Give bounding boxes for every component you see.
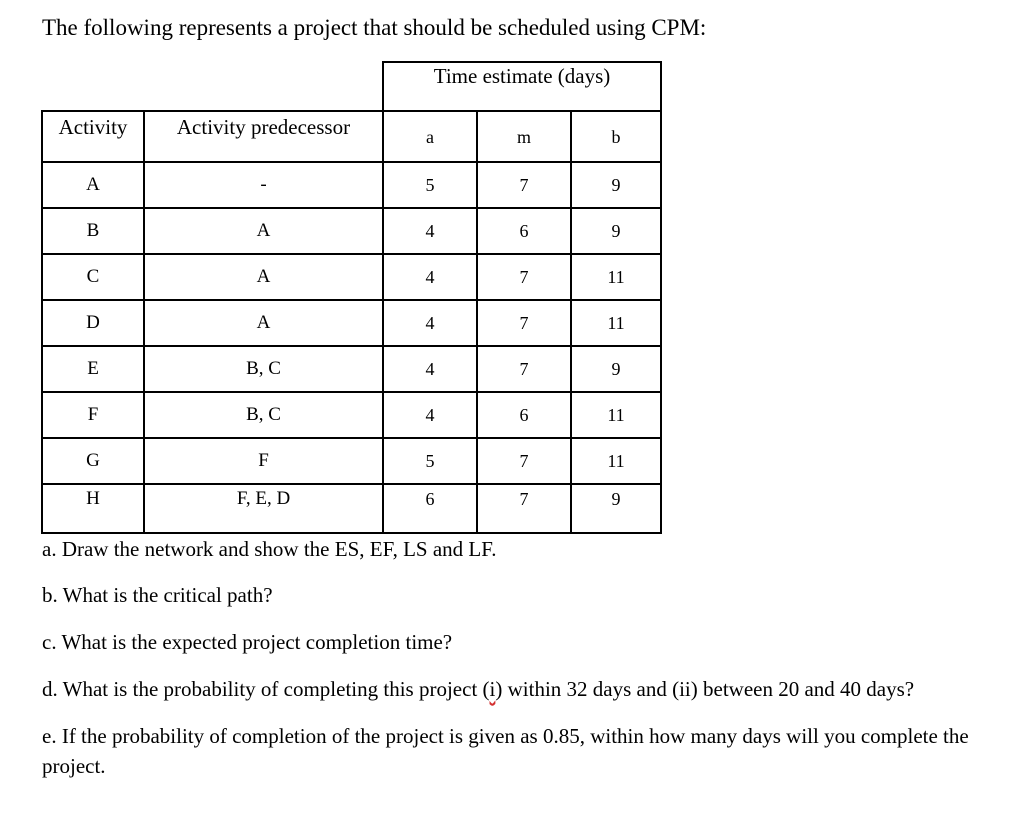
activity-cell: C: [42, 254, 144, 300]
intro-text: The following represents a project that should be scheduled using CPM:: [42, 15, 707, 40]
m-cell: 7: [477, 346, 571, 392]
a-cell: 5: [383, 438, 477, 484]
question-c: c. What is the expected project completion time?: [42, 630, 453, 654]
predecessor-cell: -: [144, 162, 383, 208]
b-cell: 9: [571, 162, 661, 208]
b-cell: 9: [571, 346, 661, 392]
question-d-end: ) within 32 days and (ii) between 20 and 40 days?: [495, 677, 915, 701]
table-row: [42, 254, 661, 300]
activity-cell: B: [42, 208, 144, 254]
a-cell: 6: [383, 484, 477, 533]
table-row: [42, 392, 661, 438]
activity-cell: H: [42, 484, 144, 533]
table-row: [42, 346, 661, 392]
a-cell: 4: [383, 208, 477, 254]
question-a: a. Draw the network and show the ES, EF, LS and LF.: [42, 537, 497, 561]
predecessor-cell: A: [144, 254, 383, 300]
m-cell: 7: [477, 438, 571, 484]
b-cell: 11: [571, 392, 661, 438]
m-cell: 7: [477, 300, 571, 346]
questions: [42, 534, 1002, 798]
m-cell: 6: [477, 392, 571, 438]
time-estimate-header: Time estimate (days): [383, 62, 661, 111]
a-cell: 4: [383, 346, 477, 392]
b-cell: 11: [571, 438, 661, 484]
activity-header: Activity: [42, 111, 144, 162]
table-row: [42, 300, 661, 346]
activity-cell: F: [42, 392, 144, 438]
question-e: e. If the probability of completion of the project is given as 0.85, within how many days will you complete the project.: [42, 724, 969, 778]
b-header: b: [571, 111, 661, 162]
group-header-row: [42, 62, 661, 111]
a-cell: 4: [383, 254, 477, 300]
question-b: b. What is the critical path?: [42, 583, 273, 607]
b-cell: 11: [571, 300, 661, 346]
b-cell: 11: [571, 254, 661, 300]
activity-cell: G: [42, 438, 144, 484]
a-cell: 4: [383, 392, 477, 438]
table-row: [42, 162, 661, 208]
m-cell: 7: [477, 162, 571, 208]
question-d-i: i: [489, 677, 496, 701]
m-header: m: [477, 111, 571, 162]
activity-cell: E: [42, 346, 144, 392]
predecessor-cell: F, E, D: [144, 484, 383, 533]
activity-table: [41, 61, 662, 534]
table-row: [42, 484, 661, 533]
a-cell: 4: [383, 300, 477, 346]
predecessor-cell: F: [144, 438, 383, 484]
m-cell: 7: [477, 484, 571, 533]
table-row: [42, 438, 661, 484]
m-cell: 7: [477, 254, 571, 300]
m-cell: 6: [477, 208, 571, 254]
b-cell: 9: [571, 208, 661, 254]
activity-cell: A: [42, 162, 144, 208]
empty-header-cell: [42, 62, 383, 111]
predecessor-cell: B, C: [144, 346, 383, 392]
predecessor-cell: B, C: [144, 392, 383, 438]
question-d-start: d. What is the probability of completing this project (: [42, 677, 490, 701]
column-header-row: [42, 111, 661, 162]
table-row: [42, 208, 661, 254]
question-d: [42, 674, 1002, 704]
b-cell: 9: [571, 484, 661, 533]
predecessor-cell: A: [144, 208, 383, 254]
a-cell: 5: [383, 162, 477, 208]
a-header: a: [383, 111, 477, 162]
activity-cell: D: [42, 300, 144, 346]
predecessor-cell: A: [144, 300, 383, 346]
predecessor-header: Activity predecessor: [144, 111, 383, 162]
